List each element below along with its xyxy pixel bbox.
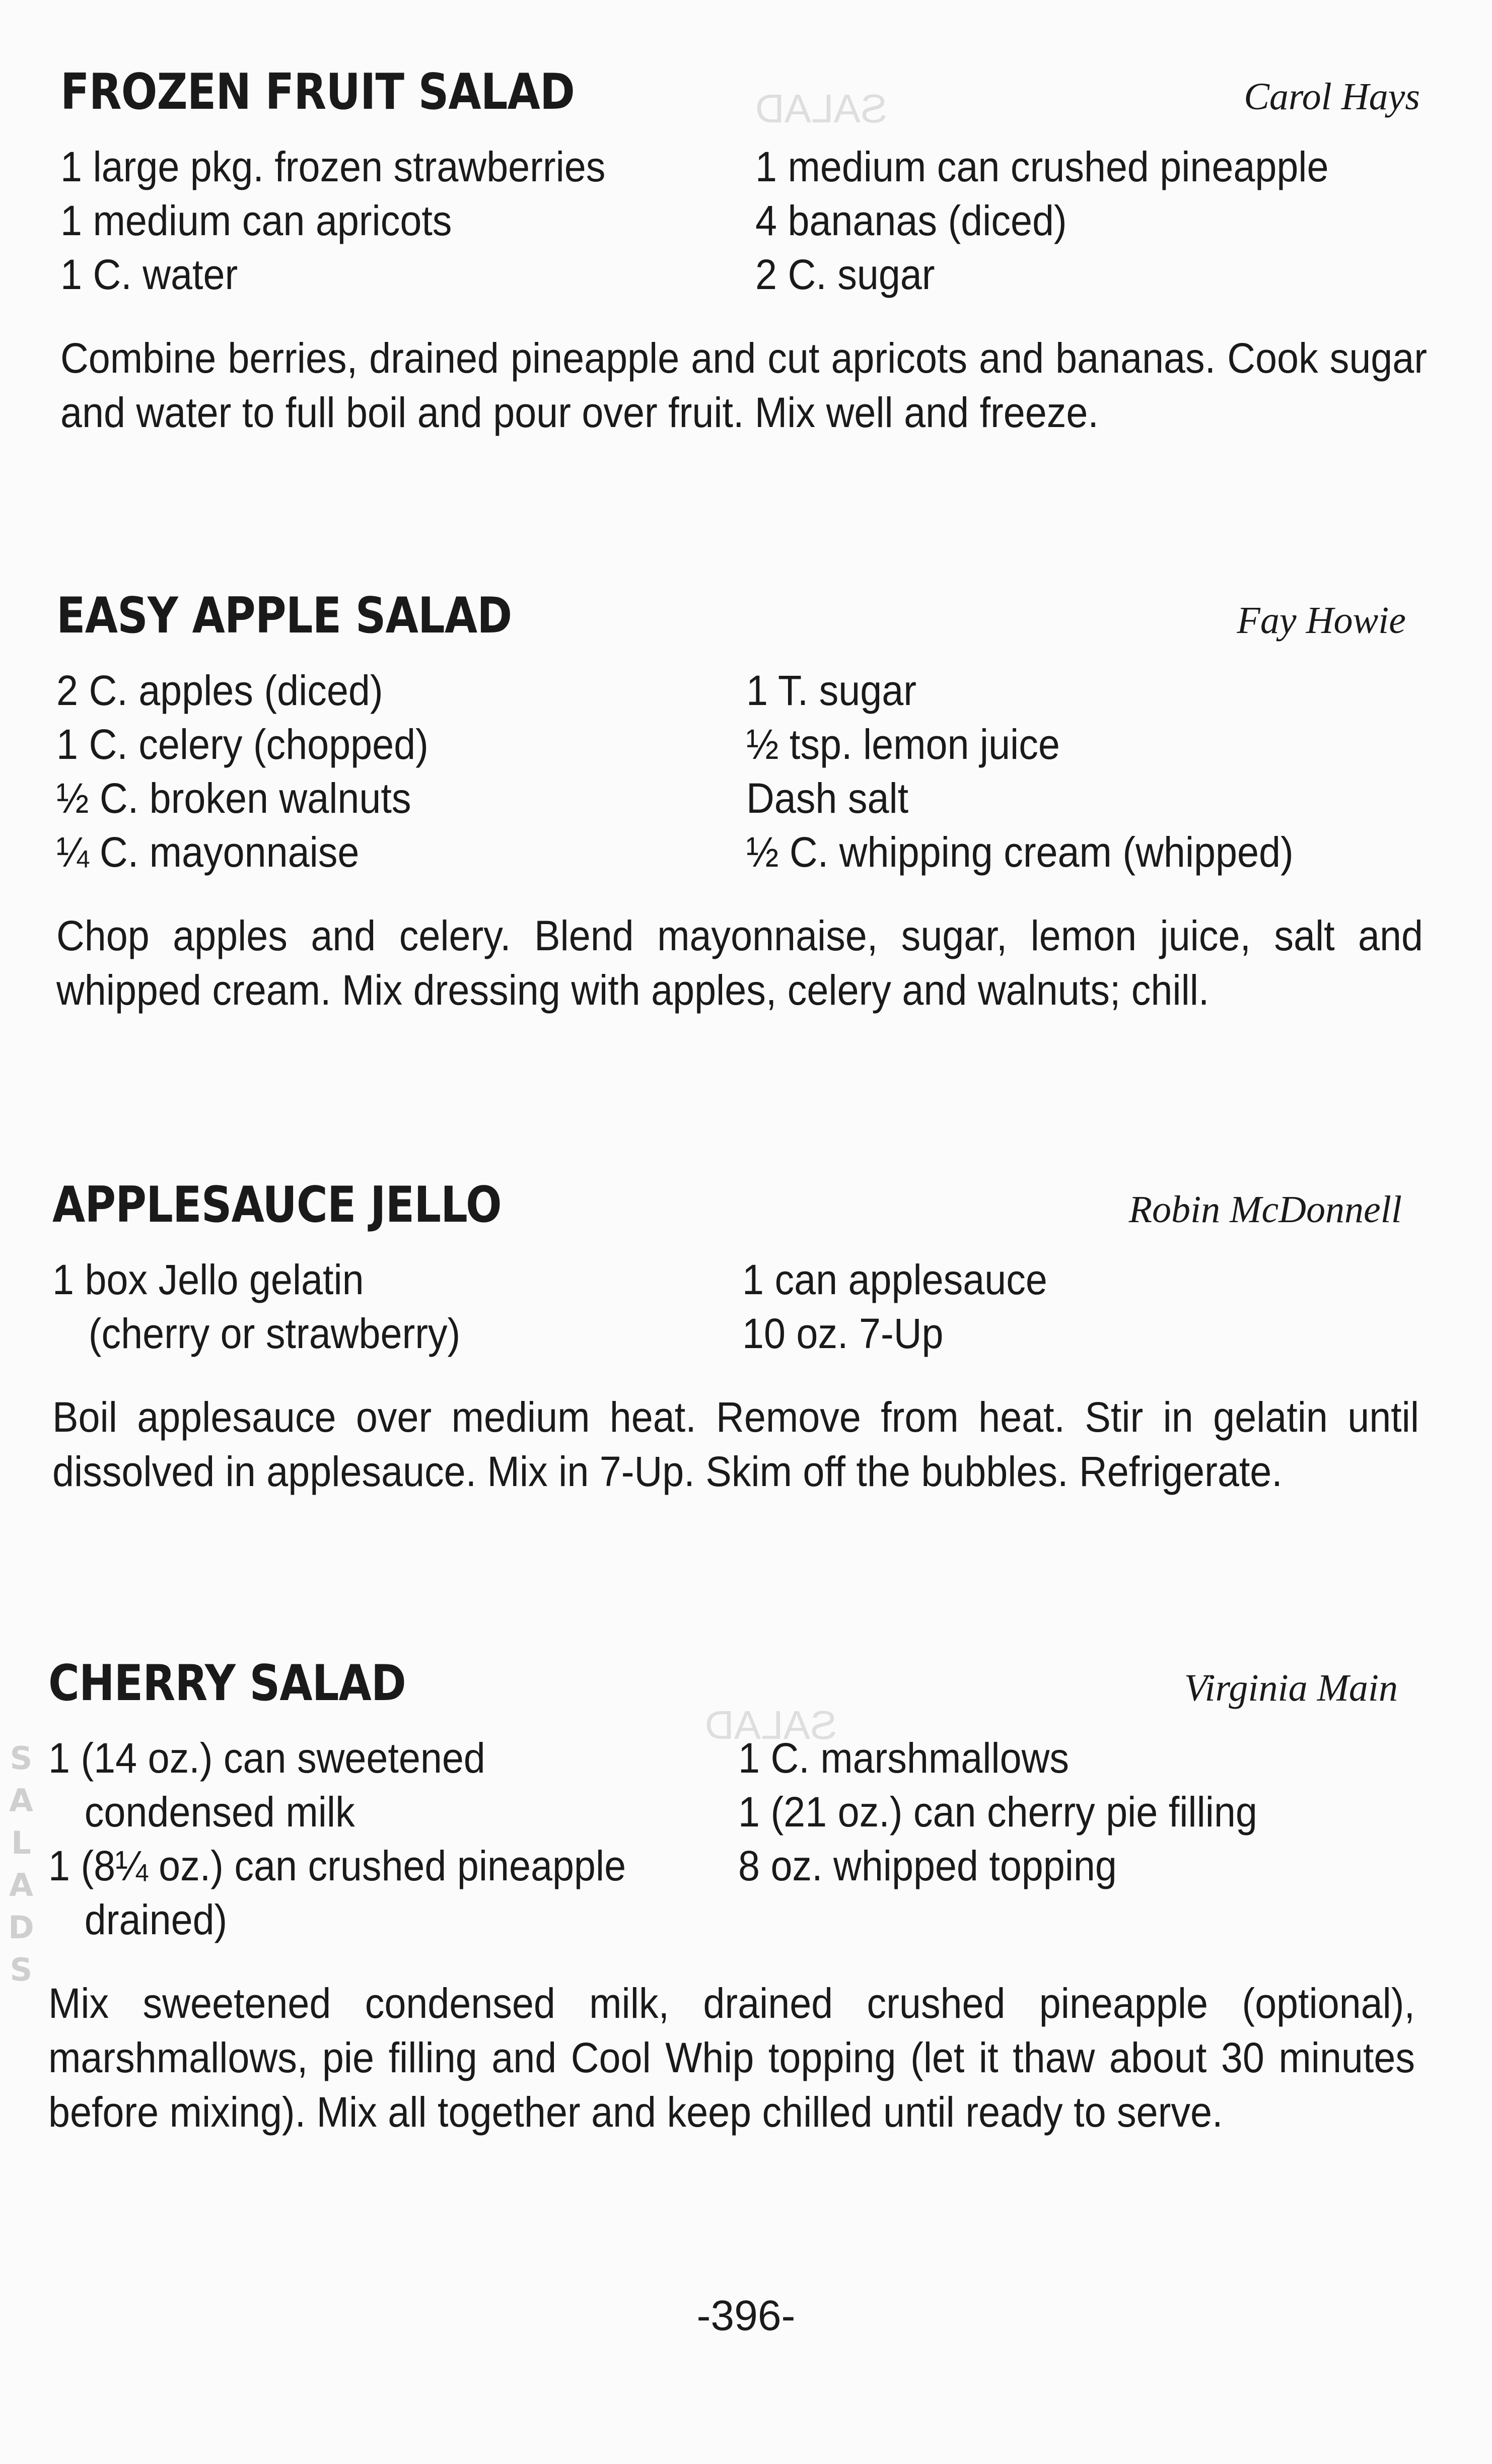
recipe-frozen-fruit-salad: [60, 55, 1427, 440]
recipe-author: Robin McDonnell: [1128, 1188, 1402, 1231]
recipe-author: Fay Howie: [1237, 599, 1406, 642]
ingredients-right-column: [731, 664, 1406, 879]
ingredient-item: 1 C. celery (chopped): [56, 721, 429, 768]
ingredient-item: condensed milk: [84, 1788, 355, 1836]
recipe-instructions: Chop apples and celery. Blend mayonnaise, sugar, lemon juice, salt and whipped cream. Mix dressing with apples, celery and walnuts; chill.: [56, 912, 1423, 1014]
ingredients-list: [60, 140, 1420, 302]
ingredient-item: 1 C. marshmallows: [738, 1734, 1070, 1782]
page-number: -396-: [696, 2292, 796, 2339]
recipe-cherry-salad: [48, 1647, 1415, 2139]
recipe-header: [56, 579, 1406, 655]
recipe-instructions: Combine berries, drained pineapple and cut apricots and bananas. Cook sugar and water to full boil and pour over fruit. Mix well and freeze.: [60, 334, 1427, 436]
ingredient-item: ¼ C. mayonnaise: [56, 828, 360, 876]
ingredient-item: 2 C. sugar: [755, 251, 935, 298]
ingredient-item: ½ tsp. lemon juice: [746, 721, 1060, 768]
bleed-through-text: SALAD: [755, 86, 888, 131]
side-tab-letter: S: [10, 1951, 33, 1988]
ingredients-right-column: [727, 1253, 1402, 1361]
ingredient-item: Dash salt: [746, 775, 909, 822]
ingredient-item: drained): [84, 1896, 228, 1943]
ingredients-left-column: [48, 1731, 723, 1947]
recipe-instructions: Boil applesauce over medium heat. Remove from heat. Stir in gelatin until dissolved in applesauce. Mix in 7-Up. Skim off the bubbles. Refrigerate.: [52, 1393, 1419, 1495]
ingredient-item: 1 box Jello gelatin: [52, 1256, 364, 1303]
side-tab-letter: L: [11, 1824, 31, 1861]
recipe-header: [52, 1168, 1402, 1244]
side-tab-salads: [6, 1737, 36, 1988]
ingredient-item: 4 bananas (diced): [755, 197, 1067, 244]
recipe-author: Carol Hays: [1244, 76, 1420, 118]
ingredients-left-column: [52, 1253, 727, 1361]
ingredient-item: (cherry or strawberry): [88, 1310, 461, 1357]
ingredients-left-column: [60, 140, 740, 302]
ingredient-item: ½ C. broken walnuts: [56, 775, 411, 822]
side-tab-letter: D: [8, 1909, 34, 1946]
ingredients-list: [52, 1253, 1402, 1361]
ingredient-item: 1 medium can crushed pineapple: [755, 143, 1329, 190]
ingredient-item: 1 T. sugar: [746, 667, 916, 714]
recipe-header: [60, 55, 1420, 131]
ingredient-item: 1 medium can apricots: [60, 197, 452, 244]
recipe-instructions: Mix sweetened condensed milk, drained crushed pineapple (optional), marshmallows, pie filling and Cool Whip topping (let it thaw about 30 minutes before mixing). Mix all together and keep chilled until ready to serve.: [48, 1980, 1415, 2136]
ingredients-right-column: [723, 1731, 1398, 1947]
ingredients-list: [56, 664, 1406, 879]
recipe-title: CHERRY SALAD: [48, 1655, 406, 1712]
ingredients-right-column: [740, 140, 1420, 302]
ingredient-item: 1 can applesauce: [742, 1256, 1047, 1303]
ingredient-item: 1 C. water: [60, 251, 238, 298]
side-tab-letter: A: [9, 1867, 33, 1904]
ingredient-item: 8 oz. whipped topping: [738, 1842, 1117, 1889]
ingredient-item: 1 (21 oz.) can cherry pie filling: [738, 1788, 1257, 1836]
ingredients-list: [48, 1731, 1398, 1947]
recipe-header: [48, 1647, 1398, 1722]
ingredient-item: 2 C. apples (diced): [56, 667, 383, 714]
recipe-author: Virginia Main: [1184, 1667, 1398, 1709]
ingredient-item: 1 (14 oz.) can sweetened: [48, 1734, 485, 1782]
recipe-title: FROZEN FRUIT SALAD: [60, 63, 575, 121]
ingredient-item: ½ C. whipping cream (whipped): [746, 828, 1294, 876]
side-tab-letter: A: [9, 1782, 33, 1819]
recipe-easy-apple-salad: [56, 579, 1423, 1017]
ingredient-item: 10 oz. 7-Up: [742, 1310, 944, 1357]
bleed-through-text: SALAD: [705, 1703, 837, 1747]
ingredients-left-column: [56, 664, 731, 879]
recipe-title: EASY APPLE SALAD: [56, 587, 512, 645]
ingredient-item: 1 (8¼ oz.) can crushed pineapple: [48, 1842, 626, 1889]
recipe-applesauce-jello: [52, 1168, 1419, 1499]
recipe-title: APPLESAUCE JELLO: [52, 1176, 502, 1234]
ingredient-item: 1 large pkg. frozen strawberries: [60, 143, 606, 190]
side-tab-letter: S: [10, 1740, 33, 1777]
